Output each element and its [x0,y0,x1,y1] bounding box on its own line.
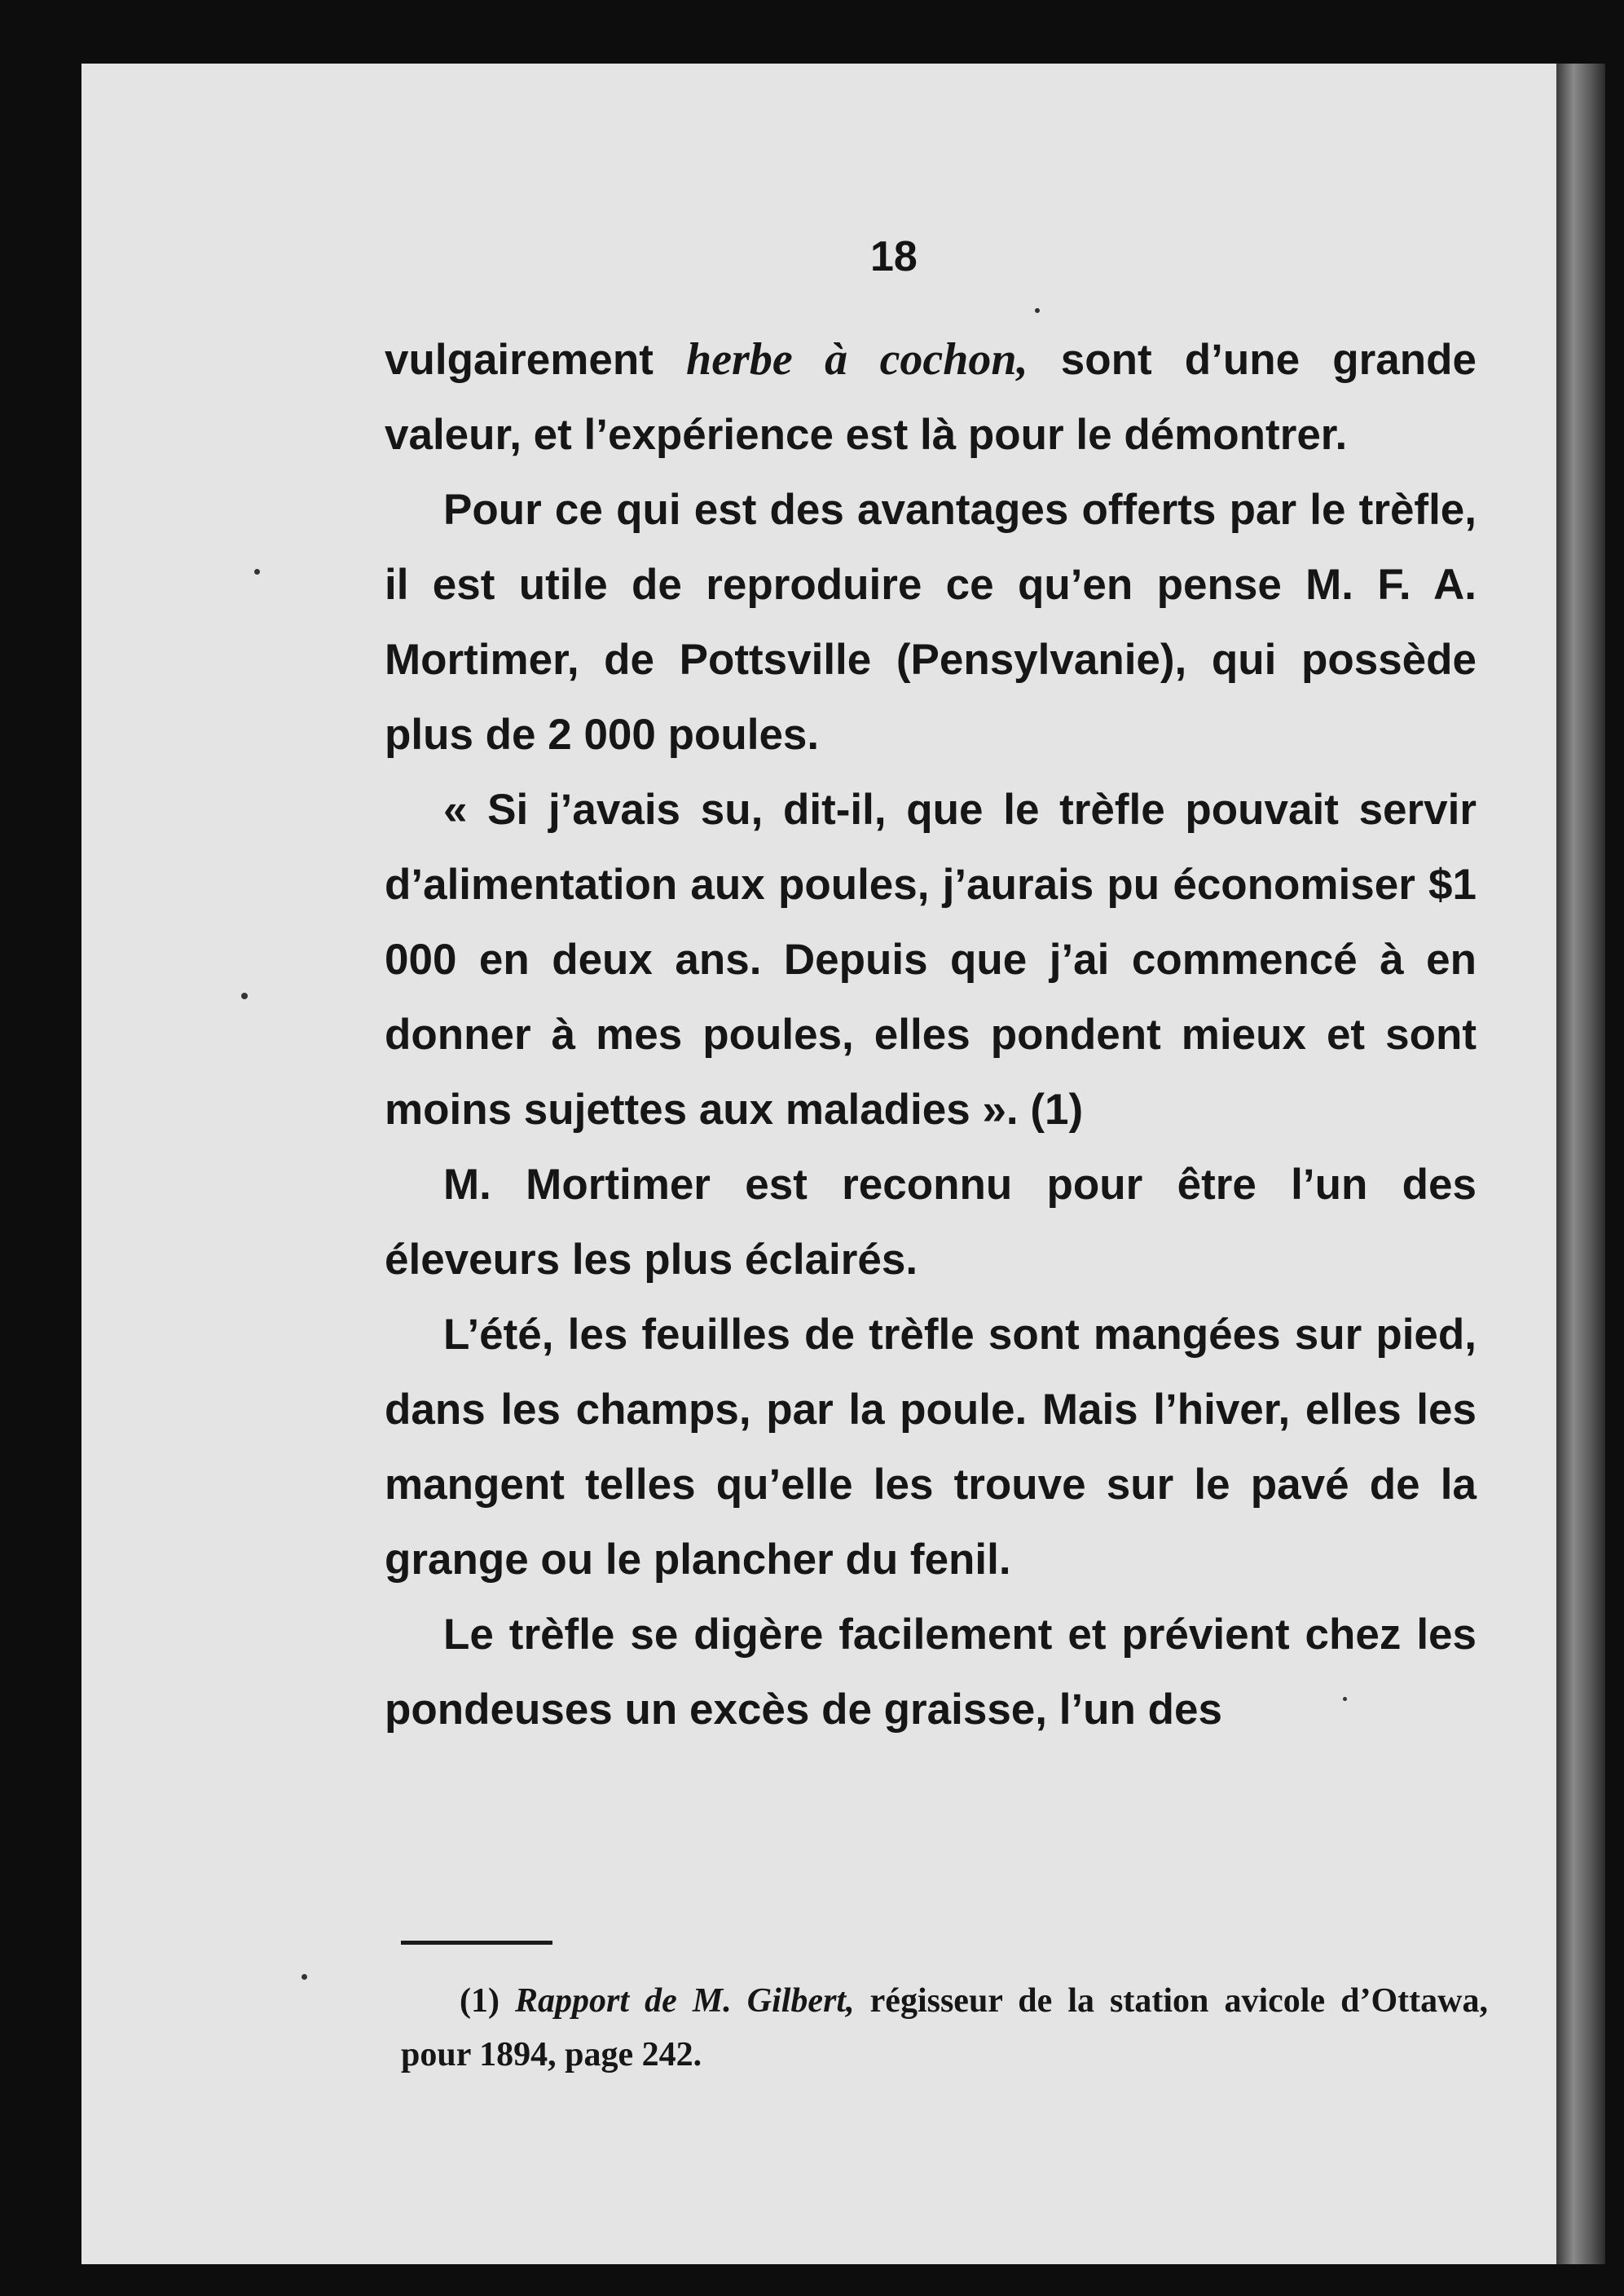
speck [241,993,248,999]
footnote-rest: régisseur de la station avicole d’Ottawa, pour 1894, page 242. [401,1982,1488,2073]
speck [1343,1697,1347,1701]
paragraph-5: L’été, les feuilles de trèfle sont mangées sur pied, dans les champs, par la poule. Mais l’hiver, elles les mangent telles qu’elle les trouve sur le pavé de la grange ou le plancher du fenil. [385,1311,1477,1584]
paragraph-2: Pour ce qui est des avantages offerts par le trèfle, il est utile de reproduire ce qu’en pense M. F. A. Mortimer, de Pottsville (Pensylvanie), qui possède plus de 2 000 poules. [385,486,1477,759]
footnote-text [401,1974,1488,2082]
paragraph-1 [385,322,1477,473]
footnote-marker: (1) [460,1982,516,2020]
speck [254,569,260,575]
paragraph-4: M. Mortimer est reconnu pour être l’un des éleveurs les plus éclairés. [385,1161,1477,1284]
footnote-rule [401,1941,552,1945]
paragraph-1-italic: herbe à cochon, [686,334,1028,385]
footnote [401,1974,1488,2082]
paragraph-1-end: sont d’une grande valeur, et l’expérience est là pour le démontrer. [385,336,1477,459]
paragraph-1-start: vulgairement [385,336,687,384]
page-number: 18 [870,233,918,280]
paragraph-3: « Si j’avais su, dit-il, que le trèfle pouvait servir d’alimentation aux poules, j’aurais pu économiser $1 000 en deux ans. Depuis que j’ai commencé à en donner à mes poules, elles pondent mieux et sont moins sujettes aux maladies ». (1) [385,786,1477,1134]
footnote-italic: Rapport de M. Gilbert, [515,1982,855,2020]
speck [301,1974,307,1980]
speck [1035,308,1040,313]
page-edge [1556,64,1605,2264]
paragraph-6: Le trèfle se digère facilement et prévient chez les pondeuses un excès de graisse, l’un des [385,1611,1477,1734]
body-text [385,322,1477,1747]
